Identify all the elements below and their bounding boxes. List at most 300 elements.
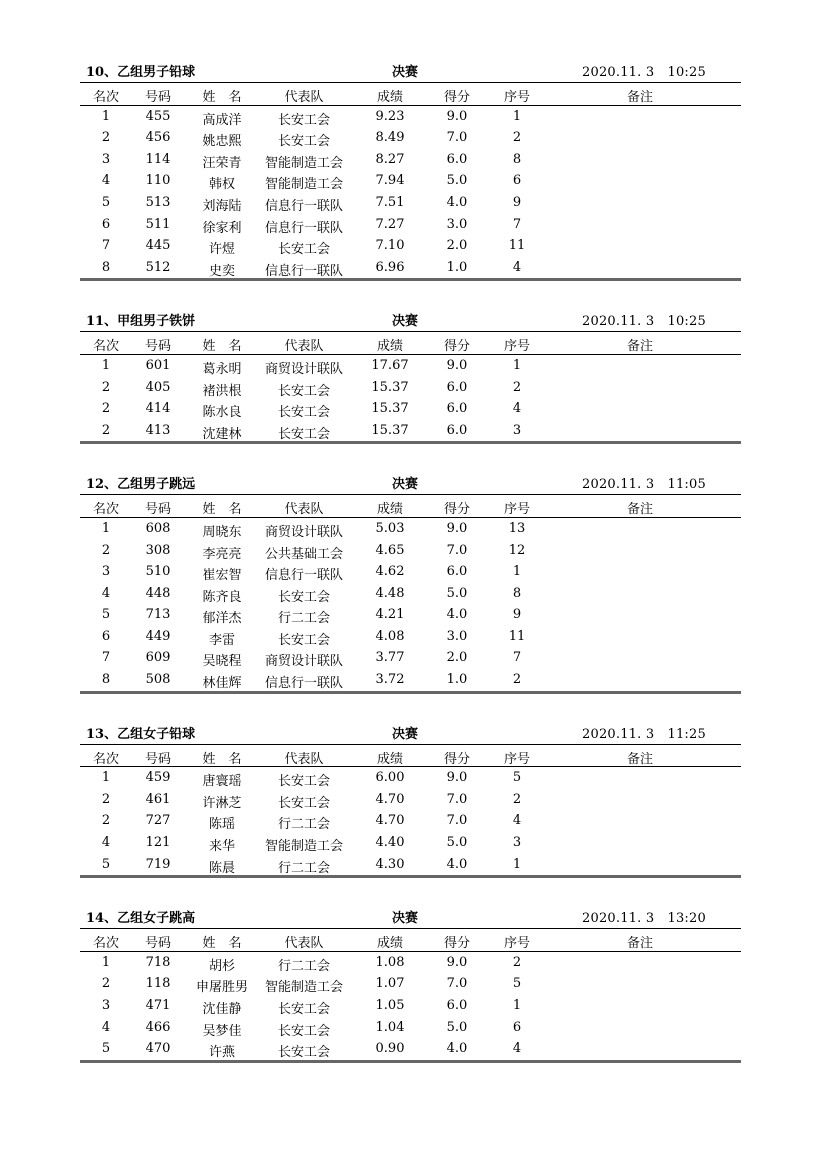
col-order-cell: 9: [512, 607, 522, 623]
event-title: 10、乙组男子铅球: [86, 65, 196, 80]
col-rank-cell: 4: [101, 173, 111, 189]
event-datetime: 2020.11. 3 11:05: [582, 477, 706, 493]
col-number-cell: 512: [145, 259, 171, 275]
col-score-header: 成绩: [376, 502, 403, 518]
col-score-cell: 9.23: [375, 108, 405, 124]
col-rank-cell: 2: [101, 542, 111, 558]
col-points-cell: 5.0: [446, 585, 468, 601]
table-row: [80, 540, 741, 562]
col-name-cell: 褚洪根: [202, 383, 242, 399]
col-team-cell: 公共基础工会: [264, 546, 343, 562]
col-number-cell: 508: [145, 672, 171, 688]
col-rank-cell: 2: [101, 976, 111, 992]
col-score-cell: 7.27: [375, 216, 405, 232]
event-round: 决赛: [392, 314, 419, 330]
col-team-cell: 长安工会: [277, 589, 330, 605]
col-name-cell: 林佳辉: [202, 676, 242, 692]
col-number-cell: 511: [145, 216, 171, 232]
col-rank-cell: 1: [101, 108, 111, 124]
event-datetime: 2020.11. 3 10:25: [582, 65, 706, 80]
table-bottom-rule: [80, 278, 741, 281]
section-spacer: [80, 878, 741, 902]
col-number-cell: 470: [145, 1041, 171, 1057]
column-header-row: [80, 495, 741, 517]
col-points-cell: 1.0: [446, 259, 468, 275]
event-round: 决赛: [392, 65, 419, 80]
col-score-cell: 8.27: [375, 151, 405, 167]
col-team-cell: 信息行一联队: [264, 676, 343, 692]
col-order-cell: 11: [508, 628, 526, 644]
col-order-cell: 4: [512, 813, 522, 829]
col-number-cell: 308: [145, 542, 171, 558]
col-name-cell: 陈瑶: [208, 817, 235, 833]
col-order-cell: 1: [512, 357, 522, 373]
col-rank-cell: 2: [101, 379, 111, 395]
col-points-cell: 6.0: [446, 151, 468, 167]
col-name-header: 姓 名: [202, 936, 242, 952]
col-number-header: 号码: [144, 936, 171, 952]
col-score-cell: 3.77: [375, 650, 405, 666]
col-number-cell: 601: [145, 357, 171, 373]
col-score-cell: 4.48: [375, 585, 405, 601]
table-bottom-rule: [80, 691, 741, 694]
table-row: [80, 854, 741, 876]
col-team-cell: 长安工会: [277, 774, 330, 790]
table-row: [80, 257, 741, 279]
col-rank-header: 名次: [92, 751, 119, 767]
col-score-cell: 7.51: [375, 194, 405, 210]
col-points-cell: 7.0: [446, 542, 468, 558]
col-order-cell: 1: [512, 564, 522, 580]
col-score-header: 成绩: [376, 339, 403, 355]
col-order-header: 序号: [503, 339, 530, 355]
col-order-cell: 7: [512, 216, 522, 232]
col-team-header: 代表队: [284, 936, 324, 952]
event-section: [80, 56, 741, 281]
col-name-cell: 沈建林: [202, 426, 242, 442]
event-section: [80, 718, 741, 879]
col-rank-cell: 6: [101, 628, 111, 644]
col-order-cell: 4: [512, 1041, 522, 1057]
col-order-cell: 4: [512, 259, 522, 275]
col-name-cell: 史奕: [208, 263, 235, 279]
col-score-cell: 4.70: [375, 791, 405, 807]
event-section: [80, 902, 741, 1063]
col-team-header: 代表队: [284, 339, 324, 355]
col-team-cell: 智能制造工会: [264, 839, 343, 855]
col-points-header: 得分: [443, 936, 470, 952]
col-order-cell: 4: [512, 401, 522, 417]
event-round: 决赛: [392, 726, 419, 742]
col-name-cell: 来华: [208, 839, 235, 855]
col-order-cell: 2: [512, 954, 522, 970]
table-row: [80, 1017, 741, 1039]
section-spacer: [80, 281, 741, 305]
col-rank-cell: 4: [101, 835, 111, 851]
col-points-cell: 1.0: [446, 672, 468, 688]
table-row: [80, 127, 741, 149]
col-rank-cell: 3: [101, 151, 111, 167]
col-points-cell: 5.0: [446, 173, 468, 189]
column-header-row: [80, 745, 741, 767]
event-header: [80, 468, 741, 494]
col-number-cell: 414: [145, 401, 171, 417]
col-score-cell: 15.37: [371, 379, 409, 395]
col-score-header: 成绩: [376, 90, 403, 105]
col-number-cell: 718: [145, 954, 171, 970]
col-points-header: 得分: [443, 751, 470, 767]
table-row: [80, 170, 741, 192]
event-header: [80, 718, 741, 744]
col-score-cell: 0.90: [375, 1041, 405, 1057]
col-rank-cell: 4: [101, 1019, 111, 1035]
table-row: [80, 377, 741, 399]
col-name-cell: 吴晓程: [202, 654, 242, 670]
col-points-cell: 7.0: [446, 791, 468, 807]
col-score-header: 成绩: [376, 751, 403, 767]
col-order-cell: 1: [512, 998, 522, 1013]
table-row: [80, 235, 741, 257]
col-team-cell: 信息行一联队: [264, 263, 343, 279]
col-points-cell: 7.0: [446, 813, 468, 829]
col-name-cell: 陈齐良: [202, 589, 242, 605]
col-rank-cell: 2: [101, 401, 111, 417]
col-name-header: 姓 名: [202, 90, 242, 105]
col-score-cell: 3.72: [375, 672, 405, 688]
table-bottom-rule: [80, 1060, 741, 1063]
col-rank-header: 名次: [92, 936, 119, 952]
col-rank-cell: 3: [101, 564, 111, 580]
col-score-cell: 4.62: [375, 564, 405, 580]
col-name-cell: 唐寰瑶: [202, 774, 242, 790]
col-number-cell: 449: [145, 628, 171, 644]
col-rank-cell: 8: [101, 672, 111, 688]
col-points-cell: 4.0: [446, 194, 468, 210]
col-team-cell: 智能制造工会: [264, 155, 343, 171]
col-team-header: 代表队: [284, 90, 324, 105]
col-score-cell: 4.30: [375, 856, 405, 872]
col-score-cell: 17.67: [371, 357, 409, 373]
col-rank-cell: 1: [101, 954, 111, 970]
col-points-cell: 3.0: [446, 216, 468, 232]
col-team-cell: 信息行一联队: [264, 568, 343, 584]
col-number-cell: 448: [145, 585, 171, 601]
col-team-cell: 行二工会: [277, 817, 330, 833]
col-order-cell: 2: [512, 791, 522, 807]
col-name-cell: 刘海陆: [202, 198, 242, 214]
table-row: [80, 973, 741, 995]
col-order-cell: 8: [512, 151, 522, 167]
results-sections: [80, 56, 741, 1063]
col-order-cell: 3: [512, 422, 522, 438]
col-team-cell: 长安工会: [277, 242, 330, 258]
col-points-header: 得分: [443, 502, 470, 518]
col-team-cell: 商贸设计联队: [264, 524, 343, 540]
col-rank-cell: 2: [101, 813, 111, 829]
col-number-cell: 471: [145, 998, 171, 1013]
col-number-cell: 114: [145, 151, 171, 167]
col-name-cell: 李亮亮: [202, 546, 242, 562]
table-row: [80, 832, 741, 854]
col-score-cell: 4.21: [375, 607, 405, 623]
table-row: [80, 561, 741, 583]
col-rank-cell: 5: [101, 194, 111, 210]
col-order-cell: 2: [512, 130, 522, 146]
col-team-cell: 长安工会: [277, 632, 330, 648]
event-datetime: 2020.11. 3 10:25: [582, 314, 706, 330]
col-order-cell: 8: [512, 585, 522, 601]
col-name-cell: 韩权: [208, 177, 235, 193]
col-team-cell: 长安工会: [277, 426, 330, 442]
col-score-cell: 7.94: [375, 173, 405, 189]
col-rank-cell: 3: [101, 998, 111, 1013]
event-datetime: 2020.11. 3 11:25: [582, 726, 706, 742]
col-rank-cell: 5: [101, 607, 111, 623]
col-team-cell: 行二工会: [277, 611, 330, 627]
col-points-cell: 5.0: [446, 835, 468, 851]
col-team-header: 代表队: [284, 502, 324, 518]
col-name-cell: 徐家利: [202, 220, 242, 236]
col-number-cell: 118: [145, 976, 171, 992]
col-rank-cell: 1: [101, 357, 111, 373]
col-number-cell: 455: [145, 108, 171, 124]
col-name-cell: 郁洋杰: [202, 611, 242, 627]
col-points-cell: 2.0: [446, 650, 468, 666]
col-name-cell: 许淋芝: [202, 795, 242, 811]
col-order-cell: 6: [512, 173, 522, 189]
col-name-header: 姓 名: [202, 502, 242, 518]
col-order-cell: 9: [512, 194, 522, 210]
col-score-cell: 4.65: [375, 542, 405, 558]
col-note-header: 备注: [626, 936, 653, 952]
event-section: [80, 468, 741, 693]
col-note-header: 备注: [626, 90, 653, 105]
col-number-cell: 608: [145, 520, 171, 536]
event-header: [80, 56, 741, 82]
col-number-cell: 461: [145, 791, 171, 807]
col-points-cell: 9.0: [446, 954, 468, 970]
col-number-header: 号码: [144, 339, 171, 355]
col-number-cell: 727: [145, 813, 171, 829]
col-score-cell: 15.37: [371, 422, 409, 438]
col-score-cell: 7.10: [375, 238, 405, 254]
col-number-cell: 713: [145, 607, 171, 623]
col-name-header: 姓 名: [202, 751, 242, 767]
col-number-cell: 413: [145, 422, 171, 438]
col-team-cell: 行二工会: [277, 860, 330, 876]
col-team-header: 代表队: [284, 751, 324, 767]
col-score-cell: 1.08: [375, 954, 405, 970]
col-order-cell: 13: [508, 520, 526, 536]
col-points-cell: 9.0: [446, 108, 468, 124]
table-row: [80, 767, 741, 789]
col-order-cell: 5: [512, 770, 522, 786]
col-order-cell: 7: [512, 650, 522, 666]
col-team-cell: 长安工会: [277, 1002, 330, 1017]
col-order-header: 序号: [503, 751, 530, 767]
col-score-cell: 4.08: [375, 628, 405, 644]
table-row: [80, 355, 741, 377]
col-name-cell: 许燕: [208, 1045, 235, 1061]
col-team-cell: 长安工会: [277, 112, 330, 128]
col-note-header: 备注: [626, 339, 653, 355]
col-score-cell: 1.05: [375, 998, 405, 1013]
event-title: 11、甲组男子铁饼: [86, 314, 196, 330]
col-note-header: 备注: [626, 751, 653, 767]
section-spacer: [80, 444, 741, 468]
section-spacer: [80, 694, 741, 718]
event-section: [80, 305, 741, 444]
col-points-cell: 6.0: [446, 564, 468, 580]
table-row: [80, 518, 741, 540]
col-points-cell: 4.0: [446, 1041, 468, 1057]
col-score-cell: 5.03: [375, 520, 405, 536]
table-row: [80, 647, 741, 669]
col-order-cell: 12: [508, 542, 526, 558]
table-row: [80, 669, 741, 691]
col-rank-header: 名次: [92, 339, 119, 355]
col-name-cell: 葛永明: [202, 361, 242, 377]
col-score-cell: 6.00: [375, 770, 405, 786]
col-rank-header: 名次: [92, 90, 119, 105]
col-rank-cell: 6: [101, 216, 111, 232]
col-points-header: 得分: [443, 339, 470, 355]
table-row: [80, 192, 741, 214]
col-order-cell: 5: [512, 976, 522, 992]
col-points-cell: 9.0: [446, 770, 468, 786]
event-round: 决赛: [392, 477, 419, 493]
col-rank-cell: 2: [101, 791, 111, 807]
col-points-cell: 3.0: [446, 628, 468, 644]
col-name-cell: 申屠胜男: [195, 980, 248, 996]
col-score-cell: 4.40: [375, 835, 405, 851]
col-points-cell: 6.0: [446, 379, 468, 395]
event-title: 14、乙组女子跳高: [86, 911, 196, 927]
col-order-header: 序号: [503, 90, 530, 105]
col-points-cell: 9.0: [446, 357, 468, 373]
col-number-cell: 445: [145, 238, 171, 254]
col-team-cell: 长安工会: [277, 134, 330, 150]
table-row: [80, 106, 741, 128]
col-rank-cell: 7: [101, 238, 111, 254]
col-team-cell: 行二工会: [277, 958, 330, 974]
col-name-cell: 崔宏智: [202, 568, 242, 584]
col-name-cell: 姚忠熙: [202, 134, 242, 150]
col-score-cell: 1.04: [375, 1019, 405, 1035]
col-points-cell: 9.0: [446, 520, 468, 536]
col-name-cell: 李雷: [208, 632, 235, 648]
col-number-cell: 609: [145, 650, 171, 666]
event-datetime: 2020.11. 3 13:20: [582, 911, 706, 927]
col-team-cell: 长安工会: [277, 383, 330, 399]
col-points-cell: 7.0: [446, 130, 468, 146]
table-bottom-rule: [80, 875, 741, 878]
table-row: [80, 398, 741, 420]
col-order-cell: 2: [512, 672, 522, 688]
col-team-cell: 信息行一联队: [264, 220, 343, 236]
col-team-cell: 商贸设计联队: [264, 654, 343, 670]
col-number-cell: 466: [145, 1019, 171, 1035]
col-score-cell: 6.96: [375, 259, 405, 275]
col-team-cell: 智能制造工会: [264, 980, 343, 996]
col-score-header: 成绩: [376, 936, 403, 952]
col-number-cell: 121: [145, 835, 171, 851]
col-rank-cell: 1: [101, 520, 111, 536]
col-order-header: 序号: [503, 502, 530, 518]
table-row: [80, 952, 741, 974]
col-number-cell: 510: [145, 564, 171, 580]
col-order-cell: 11: [508, 238, 526, 254]
table-row: [80, 604, 741, 626]
table-row: [80, 583, 741, 605]
col-number-cell: 513: [145, 194, 171, 210]
column-header-row: [80, 83, 741, 105]
col-number-cell: 110: [145, 173, 171, 189]
table-row: [80, 214, 741, 236]
col-points-cell: 7.0: [446, 976, 468, 992]
col-name-cell: 高成洋: [202, 112, 242, 128]
col-name-cell: 沈佳静: [202, 1002, 242, 1017]
col-rank-cell: 2: [101, 130, 111, 146]
col-name-cell: 周晓东: [202, 524, 242, 540]
event-round: 决赛: [392, 911, 419, 927]
col-points-cell: 4.0: [446, 856, 468, 872]
col-rank-cell: 8: [101, 259, 111, 275]
col-order-cell: 2: [512, 379, 522, 395]
event-title: 12、乙组男子跳远: [86, 477, 196, 493]
col-score-cell: 4.70: [375, 813, 405, 829]
col-rank-cell: 4: [101, 585, 111, 601]
col-rank-cell: 1: [101, 770, 111, 786]
col-team-cell: 智能制造工会: [264, 177, 343, 193]
col-order-cell: 1: [512, 108, 522, 124]
col-name-cell: 吴梦佳: [202, 1023, 242, 1039]
col-score-cell: 8.49: [375, 130, 405, 146]
col-number-cell: 459: [145, 770, 171, 786]
col-order-header: 序号: [503, 936, 530, 952]
col-points-cell: 2.0: [446, 238, 468, 254]
event-header: [80, 305, 741, 331]
col-points-cell: 5.0: [446, 1019, 468, 1035]
event-title: 13、乙组女子铅球: [86, 726, 196, 742]
results-page: [80, 56, 741, 1063]
col-number-cell: 405: [145, 379, 171, 395]
table-row: [80, 149, 741, 171]
col-order-cell: 3: [512, 835, 522, 851]
table-row: [80, 1038, 741, 1060]
col-points-cell: 4.0: [446, 607, 468, 623]
table-row: [80, 420, 741, 442]
col-rank-header: 名次: [92, 502, 119, 518]
col-order-cell: 1: [512, 856, 522, 872]
col-number-cell: 719: [145, 856, 171, 872]
col-name-cell: 陈晨: [208, 860, 235, 876]
col-rank-cell: 2: [101, 422, 111, 438]
col-score-cell: 15.37: [371, 401, 409, 417]
table-row: [80, 995, 741, 1017]
event-header: [80, 902, 741, 928]
col-score-cell: 1.07: [375, 976, 405, 992]
col-order-cell: 6: [512, 1019, 522, 1035]
col-points-cell: 6.0: [446, 401, 468, 417]
col-team-cell: 长安工会: [277, 1023, 330, 1039]
col-name-cell: 胡杉: [208, 958, 235, 974]
col-points-header: 得分: [443, 90, 470, 105]
col-points-cell: 6.0: [446, 422, 468, 438]
col-name-header: 姓 名: [202, 339, 242, 355]
column-header-row: [80, 929, 741, 951]
col-team-cell: 信息行一联队: [264, 198, 343, 214]
